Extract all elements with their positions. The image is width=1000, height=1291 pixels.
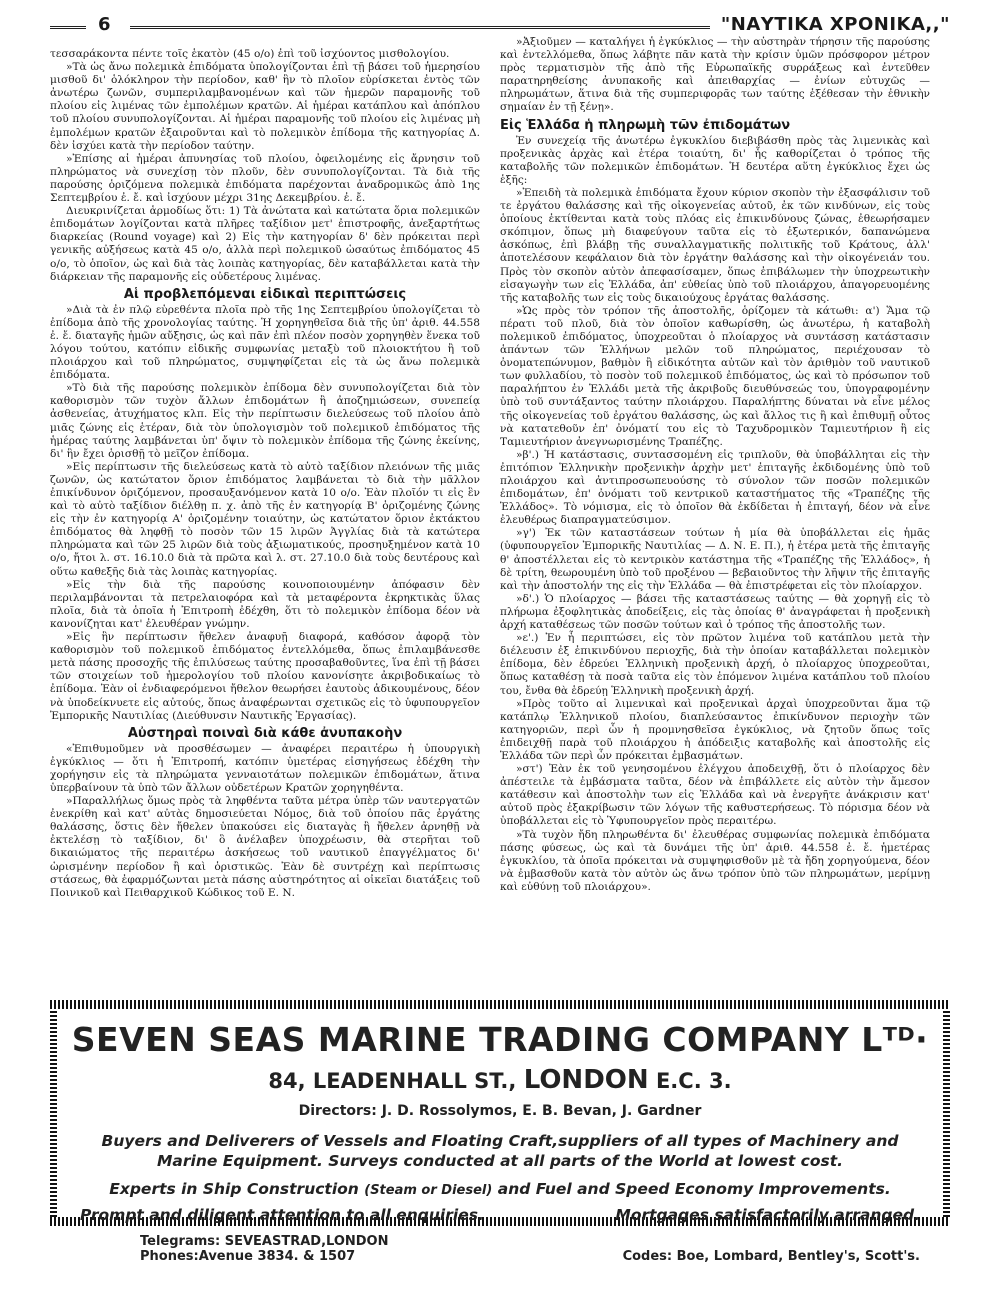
ad-district: E.C. 3. (655, 1069, 732, 1093)
paragraph: »Τὸ διὰ τῆς παρούσης πολεμικὸν ἐπίδομα δὲν συνυπολογίζεται διὰ τὸν καθορισμὸν τῶν τυχὸν ἄλλων ἐπιδομάτων ἢ ἀποζημιώσεων, συνεπείᾳ ἀσθενείας, ἀτυχήματος κλπ. Εἰς τὴν περίπτωσιν διελεύσεως τοῦ πλοίου ἀπὸ μιᾶς ζώνης εἰς ἑτέραν, διὰ τὸν ὑπολογισμὸν τοῦ πολεμικοῦ ἐπιδόματος τῆς ἡμέρας ταύτης λαμβάνεται ὑπ' ὄψιν τὸ πολεμικὸν ἐπίδομα τῆς ζώνης ἐκείνης, δι' ἣν ἔχει ὁρισθῇ τὸ μεῖζον ἐπίδομα. (50, 382, 480, 460)
page-number: 6 (98, 14, 111, 35)
right-column (500, 36, 930, 894)
ad-directors-label: Directors: (298, 1103, 377, 1119)
ad-address (70, 1065, 930, 1095)
advertisement-box (50, 1000, 950, 1264)
section-heading: Αἱ προβλεπόμεναι εἰδικαὶ περιπτώσεις (123, 286, 407, 302)
paragraph: Διευκρινίζεται ἁρμοδίως ὅτι: 1) Τὰ ἀνώτατα καὶ κατώτατα ὅρια πολεμικῶν ἐπιδομάτων λογίζονται κατὰ πλῆρες ταξίδιον μετ' ἐπιστροφῆς, ἀνεξαρτήτως διαρκείας (Round voyage) καὶ 2) Εἰς τὴν κατηγορίαν δ' δὲν πρόκειται περὶ γενικῆς αὐξήσεως κατὰ 45 ο/ο, ἀλλὰ περὶ πολεμικοῦ ὡσαύτως ἐπιδόματος 45 ο/ο, τὸ ὁποῖον, ὡς καὶ διὰ τὰς λοιπὰς κατηγορίας, δὲν καταβάλλεται κατὰ τὴν διάρκειαν τῆς παραμονῆς εἰς οὐδετέρους λιμένας. (50, 205, 480, 283)
publication-title: "ΝΑΥΤΙΚΑ ΧΡΟΝΙΚΑ,," (720, 14, 950, 35)
paragraph: »δ'.) Ὁ πλοίαρχος — βάσει τῆς καταστάσεως ταύτης — θὰ χορηγῇ εἰς τὸ πλήρωμα ἐξοφλητικὰς ἀποδείξεις, εἰς τὰς ὁποίας θ' ἀναγράφεται ἡ προξενικὴ ἀρχή καταθέσεως τῶν ποσῶν τούτων καὶ ὁ τρόπος τῆς ἀποστολῆς των. (500, 592, 930, 632)
ad-mortgages: Mortgages satisfactorily arranged. (615, 1206, 920, 1224)
ad-description: Buyers and Deliverers of Vessels and Floating Craft,suppliers of all types of Machinery and Marine Equipment. Surveys conducted at all parts of the World at lowest cost. (101, 1132, 899, 1170)
ad-telegrams: Telegrams: SEVEASTRAD,LONDON (140, 1234, 389, 1249)
header-rule-left (50, 26, 86, 29)
section-heading: Εἰς Ἑλλάδα ἡ πληρωμὴ τῶν ἐπιδομάτων (500, 117, 791, 133)
ad-phones: Phones:Avenue 3834. & 1507 (140, 1249, 356, 1264)
section-heading: Αὐστηραὶ ποιναὶ διὰ κάθε ἀνυπακοὴν (127, 725, 403, 741)
paragraph: »στ') Ἐὰν ἐκ τοῦ γενησομένου ἐλέγχου ἀποδειχθῇ, ὅτι ὁ πλοίαρχος δὲν ἀπέστειλε τὰ ἐμβάσματα ταῦτα, δέον νὰ ἐπιβάλλετε εἰς αὐτὸν τὴν ἄμεσον κατάθεσιν καὶ ἀποστολὴν των εἰς Ἑλλάδα καὶ νὰ ἐνεργῆτε ἀνάκρισιν κατ' αὐτοῦ πρὸς ἐξακρίβωσιν τῶν λόγων τῆς καθυστερήσεως. Τὸ πόρισμα δέον νὰ ὑποβάλλεται εἰς τὸ Ὑφυπουργεῖον πρὸς περαιτέρω. (500, 763, 930, 828)
paragraph: »Εἰς τὴν διὰ τῆς παρούσης κοινοποιουμένην ἀπόφασιν δὲν περιλαμβάνονται τὰ πετρελαιοφόρα καὶ τὰ μεταφέροντα ἐκρηκτικὰς ὕλας πλοῖα, διὰ τὰ ὁποῖα ἡ Ἐπιτροπὴ ἐδέχθη, ὅτι τὸ πολεμικὸν ἐπίδομα δέον νὰ κανονίζηται κατ' ἐλευθέραν γνώμην. (50, 578, 480, 630)
paragraph: »Τὰ τυχὸν ἤδη πληρωθέντα δι' ἐλευθέρας συμφωνίας πολεμικὰ ἐπιδόματα πάσης φύσεως, ὡς καὶ τὰ δυνάμει τῆς ὑπ' ἀριθ. 44.558 ἐ. ἔ. ἡμετέρας ἐγκυκλίου, τὰ ὁποῖα πρόκειται νὰ συμψηφισθοῦν μὲ τὰ ἤδη χορηγούμενα, δέον νὰ ἐμβασθοῦν κατὰ τὸν αὐτὸν ὡς ἄνω τρόπον ὑπὸ τῶν πληρωμάτων, μερίμνῃ καὶ εὐθύνῃ τοῦ πλοιάρχου». (500, 828, 930, 893)
paragraph: »Ἐπίσης αἱ ἡμέραι ἀπυνησίας τοῦ πλοίου, ὀφειλομένης εἰς ἄρνησιν τοῦ πληρώματος νὰ συνεχίσῃ τὸν πλοῦν, δὲν συνυπολογίζονται. Τὰ διὰ τῆς παρούσης ὁριζόμενα πολεμικὰ ἐπιδόματα παρέχονται ἀναδρομικῶς ἀπὸ 1ης Σεπτεμβρίου ἐ. ἔ. καὶ ἰσχύουν μέχρι 31ης Δεκεμβρίου. ἐ. ἔ. (50, 152, 480, 205)
ad-directors (70, 1103, 930, 1119)
ad-prompt: Prompt and diligent attention to all enquiries. (80, 1206, 484, 1224)
paragraph: »Ἐπειδὴ τὰ πολεμικὰ ἐπιδόματα ἔχουν κύριον σκοπὸν τὴν ἐξασφάλισιν τοῦ τε ἐργάτου θαλάσσης καὶ τῆς οἰκογενείας αὐτοῦ, ἐκ τῶν κινδύνων, εἰς τοὺς ὁποίους ἐκτίθενται κατὰ τοὺς πλόας εἰς ἐπικινδύνους ζώνας, ἐθεωρήσαμεν σκόπιμον, ὅπως μὴ διαφεύγουν ταῦτα εἰς τὸ ἐξωτερικόν, δαπανώμενα ἀσκόπως, ἐπὶ βλάβῃ τῆς συναλλαγματικῆς πολιτικῆς τοῦ Κράτους, ἀλλ' ἀποτελέσουν κεφάλαιον διὰ τὸν ἐργάτην θαλάσσης καὶ τὴν οἰκογένειάν του. Πρὸς τὸν σκοπὸν αὐτὸν ἀπεφασίσαμεν, ὅπως ἐπιβάλωμεν τὴν ὑποχρεωτικὴν εἰσαγωγὴν των εἰς Ἑλλάδα, ἀπ' εὐθείας ὑπὸ τοῦ πλοιάρχου, ἀπαγορευομένης τῆς καταβολῆς των εἰς τοὺς δικαιούχους ἐργάτας θαλάσσης. (500, 186, 930, 304)
ad-content (70, 1014, 930, 1264)
ad-company-name: SEVEN SEAS MARINE TRADING COMPANY Lᵀᴰ· (71, 1020, 929, 1059)
ad-codes: Codes: Boe, Lombard, Bentley's, Scott's. (622, 1249, 920, 1264)
ad-city: LONDON (523, 1065, 649, 1095)
left-column (50, 48, 480, 900)
ad-border-top (50, 1000, 950, 1009)
paragraph: »Πρὸς τοῦτο αἱ λιμενικαὶ καὶ προξενικαὶ ἀρχαὶ ὑποχρεοῦνται ἅμα τῷ κατάπλῳ Ἑλληνικοῦ πλοίου, διαπλεύσαντος ἐπικίνδυνον περιοχὴν τῶν κατηγοριῶν, περὶ ὧν ἡ προμνησθεῖσα ἐγκύκλιος, νὰ ζητοῦν ὅπως τοῖς ἐπιδειχθῇ παρὰ τοῦ πλοιάρχου ἡ ἀπόδειξις καταβολῆς καὶ ἀποστολῆς εἰς Ἑλλάδα τῶν περὶ ὧν πρόκειται ἐμβασμάτων. (500, 697, 930, 762)
ad-border-right (943, 1009, 950, 1217)
paragraph: »Ἀξιοῦμεν — καταλήγει ἡ ἐγκύκλιος — τὴν αὐστηρὰν τήρησιν τῆς παρούσης καὶ ἐντελλόμεθα, ὅπως λάβητε πᾶν κατὰ τὴν κρίσιν ὑμῶν πρόσφορον μέτρον πρὸς τερματισμὸν τῆς ἀπὸ τῆς Εὐρωπαϊκῆς συρράξεως καὶ ἐντεῦθεν παρατηρηθείσης ἀνυπακοῆς καὶ ἀπειθαρχίας — ἐνίων εὐτυχῶς — πληρωμάτων, ἅτινα διὰ τῆς συμπεριφορᾶς των ταύτης ἐξέθεσαν τὴν ἐθνικὴν σημαίαν ἐν τῇ ξένῃ». (500, 36, 930, 114)
paragraph: »Ὡς πρὸς τὸν τρόπον τῆς ἀποστολῆς, ὁρίζομεν τὰ κάτωθι: α') Ἅμα τῷ πέρατι τοῦ πλοῦ, διὰ τὸν ὁποῖον καθωρίσθη, ὡς ἀνωτέρω, ἡ καταβολὴ πολεμικοῦ ἐπιδόματος, ὑποχρεοῦται ὁ πλοίαρχος νὰ συντάσσῃ κατάστασιν ἁπάντων τῶν Ἑλλήνων μελῶν τοῦ πληρώματος, περιέχουσαν τὸ ὀνοματεπώνυμον, βαθμὸν ἢ εἰδικότητα αὐτῶν καὶ τὸν ἀριθμὸν τοῦ ναυτικοῦ των φυλλαδίου, τὸ ποσὸν τοῦ πολεμικοῦ ἐπιδόματος, ὡς καὶ τὸ πρόσωπον τοῦ παραλήπτου ἐν Ἑλλάδι μετὰ τῆς ἀκριβοῦς διευθύνσεώς του, ὑπογραφομένην ὑπὸ τοῦ συντάξαντος ταύτην πλοιάρχου. Παραλήπτης δύναται νὰ εἶνε μέλος τῆς οἰκογενείας τοῦ ἐργάτου θαλάσσης, ὡς καὶ ἄλλος τις ἢ καὶ ἐπιθυμῇ οὗτος νὰ κατατεθοῦν ἐπ' ὀνόματί του εἰς τὸ Ταχυδρομικὸν Ταμιευτήριον ἢ εἰς Ταμιευτήριον ἀνεγνωρισμένης Τραπέζης. (500, 304, 930, 448)
paragraph: τεσσαράκοντα πέντε τοῖς ἑκατὸν (45 ο/ο) ἐπὶ τοῦ ἰσχύοντος μισθολογίου. (50, 48, 450, 60)
paragraph: »Παραλλήλως ὅμως πρὸς τὰ ληφθέντα ταῦτα μέτρα ὑπὲρ τῶν ναυτεργατῶν ἐνεκρίθη καὶ κατ' αὐτὰς δημοσιεύεται Νόμος, διὰ τοῦ ὁποίου πᾶς ἐργάτης θαλάσσης, ὅστις δὲν ἤθελεν ὑπακούσει εἰς διαταγὰς ἢ ἤθελεν ἀρνηθῇ νὰ ἐκτελέσῃ τὸ ταξίδιον, δι' ὃ ἀνέλαβεν ὑποχρέωσιν, θὰ στερῆται τοῦ δικαιώματος τῆς περαιτέρω ἀσκήσεως τοῦ ναυτικοῦ ἐπαγγέλματος δι' ὡρισμένην περίοδον ἢ καὶ ὁριστικῶς. Ἐὰν δὲ συντρέχῃ καὶ περίπτωσις στάσεως, θὰ ἐφαρμόζωνται μετὰ πάσης αὐστηρότητος αἱ οἰκεῖαι διατάξεις τοῦ Ποινικοῦ καὶ Πειθαρχικοῦ Κώδικος τοῦ Ε. Ν. (50, 795, 480, 899)
paragraph: »β'.) Ἡ κατάστασις, συντασσομένη εἰς τριπλοῦν, θὰ ὑποβάλληται εἰς τὴν ἐπιτόπιον Ἑλληνικὴν προξενικὴν ἀρχὴν μετ' ἐπιταγῆς ἐκδιδομένης ὑπὸ τοῦ πλοιάρχου καὶ ἀντιπροσωπευούσης τὸ σύνολον τῶν ποσῶν πολεμικῶν ἐπιδομάτων, ἐπ' ὀνόματι τοῦ κεντρικοῦ καταστήματος τῆς «Τραπέζης τῆς Ἑλλάδος». Τὸ νόμισμα, εἰς τὸ ὁποῖον θὰ ἐκδίδεται ἡ ἐπιταγή, δέον νὰ εἶνε ἐλευθέρως διαπραγματεύσιμον. (500, 448, 930, 527)
paragraph: »Εἰς περίπτωσιν τῆς διελεύσεως κατὰ τὸ αὐτὸ ταξίδιον πλειόνων τῆς μιᾶς ζωνῶν, ὡς κατώτατον ὅριον ἐπιδόματος λαμβάνεται τὸ διὰ τὴν μᾶλλον ἐπικίνδυνον ὁριζόμενον, προσαυξανόμενον κατὰ 10 ο/ο. Ἐὰν πλοῖόν τι εἰς ἓν καὶ τὸ αὐτὸ ταξίδιον διέλθῃ π. χ. ἀπὸ τῆς ἐν κατηγορίᾳ Β' ὁριζομένης ζώνης εἰς τὴν ἐν κατηγορίᾳ Α' ὁριζομένην τοιαύτην, ὡς κατώτατον ὅριον ἐκτάκτου ἐπιδόματος θὰ ληφθῇ τὸ ποσὸν τῶν 15 λιρῶν Ἀγγλίας διὰ τὰ κατώτερα πληρώματα καὶ τῶν 25 λιρῶν διὰ τοὺς ἀξιωματικούς, προσηυξημένον κατὰ 10 ο/ο, ἤτοι λ. στ. 16.10.0 διὰ τὰ πρῶτα καὶ λ. στ. 27.10.0 διὰ τοὺς δευτέρους καὶ οὕτω καθεξῆς διὰ τὰς λοιπὰς κατηγορίας. (50, 460, 480, 578)
header-rule-middle (130, 26, 710, 29)
ad-border-left (50, 1009, 57, 1217)
ad-experts (70, 1180, 930, 1198)
paragraph: »ε'.) Ἐν ἧ περιπτώσει, εἰς τὸν πρῶτον λιμένα τοῦ κατάπλου μετὰ τὴν διέλευσιν ἐξ ἐπικινδύνου περιοχῆς, διὰ τὴν ὁποίαν καταβάλλεται πολεμικὸν ἐπίδομα, δὲν ἐδρεύει Ἑλληνικὴ προξενικὴ ἀρχή, ὁ πλοίαρχος ὑποχρεοῦται, ὅπως καταθέσῃ τὰ ποσὰ ταῦτα εἰς τὸν ἑπόμενον λιμένα κατάπλου τοῦ πλοίου του, ἔνθα θὰ ἑδρεύῃ Ἑλληνικὴ προξενικὴ ἀρχή. (500, 632, 930, 697)
ad-directors-names: J. D. Rossolymos, E. B. Bevan, J. Gardner (381, 1103, 702, 1119)
ad-experts-a: Experts in Ship Construction (109, 1180, 359, 1198)
ad-experts-c: and Fuel and Speed Economy Improvements. (497, 1180, 891, 1198)
paragraph: »Εἰς ἣν περίπτωσιν ἤθελεν ἀναφυῇ διαφορά, καθόσον ἀφορᾷ τὸν καθορισμὸν τοῦ πολεμικοῦ ἐπιδόματος ἐντελλόμεθα, ὅπως ἐπιλαμβάνεσθε μετὰ πάσης προσοχῆς τῆς ἐπιλύσεως ταύτης προσαβαθοῦντες, ἵνα ἐπὶ τῇ βάσει τῶν στοιχείων τοῦ ἡμερολογίου τοῦ πλοίου κανονίσητε ἀκριβοδικαίως τὸ ἐπίδομα. Ἐὰν οἱ ἐνδιαφερόμενοι ἤθελον θεωρήσει ἑαυτοὺς ἀδικουμένους, δέον νὰ ὑποδείκνυετε εἰς αὐτούς, ὅπως ἀναφέρωνται σχετικῶς εἰς τὸ ὑφυπουργεῖον Ἐμπορικῆς Ναυτιλίας (Διεύθυνσιν Ναυτικῆς Ἐργασίας). (50, 631, 480, 722)
paragraph: »γ') Ἐκ τῶν καταστάσεων τούτων ἡ μία θὰ ὑποβάλλεται εἰς ἡμᾶς (ὑφυπουργεῖον Ἐμπορικῆς Ναυτιλίας — Δ. Ν. Ε. Π.), ἡ ἑτέρα μετὰ τῆς ἐπιταγῆς θ' ἀποστέλλεται εἰς τὸ κεντρικὸν κατάστημα τῆς «Τραπέζης τῆς Ἑλλάδος», ἡ δὲ τρίτη, θεωρουμένη ὑπὸ τοῦ προξένου — βεβαιοῦντος τὴν λῆψιν τῆς ἐπιταγῆς καὶ τὴν ἀποστολήν της εἰς τὴν Ἑλλάδα — θὰ ἐπιστρέφεται εἰς τὸν πλοίαρχον. (500, 527, 930, 592)
ad-contacts (140, 1234, 920, 1264)
ad-service-line (80, 1206, 920, 1224)
ad-telegraph-phone (140, 1234, 388, 1264)
ad-experts-b: (Steam or Diesel) (364, 1183, 493, 1198)
paragraph: »Διὰ τὰ ἐν πλῷ εὑρεθέντα πλοῖα πρὸ τῆς 1ης Σεπτεμβρίου ὑπολογίζεται τὸ ἐπίδομα ἀπὸ τῆς χρονολογίας ταύτης. Ἡ χορηγηθεῖσα διὰ τῆς ὑπ' ἀριθ. 44.558 ἐ. ἔ. διαταγῆς ἡμῶν αὔξησις, ὡς καὶ πᾶν ἐπὶ πλέον ποσὸν χορηγηθὲν ἕνεκα τοῦ λόγου τούτου, κατόπιν εἰδικῆς συμφωνίας μεταξὺ τοῦ πλοιοκτήτου ἢ τοῦ πλοιάρχου καὶ τοῦ πληρώματος, συμψηφίζεται εἰς τὰ ὡς ἄνω πολεμικὰ ἐπιδόματα. (50, 303, 480, 382)
paragraph: «Ἐπιθυμοῦμεν νὰ προσθέσωμεν — ἀναφέρει περαιτέρω ἡ ὑπουργικὴ ἐγκύκλιος — ὅτι ἡ Ἐπιτροπή, κατόπιν ὑμετέρας εἰσηγήσεως ἐδέχθη τὴν χορήγησιν εἰς τὰ πληρώματα γενναιοτάτων πολεμικῶν ἐπιδομάτων, ἅτινα ὑπερβαίνουν τὰ ὑπὸ τῶν ἄλλων οὐδετέρων Κρατῶν χορηγηθέντα. (50, 742, 480, 794)
paragraph: »Τὰ ὡς ἄνω πολεμικὰ ἐπιδόματα ὑπολογίζονται ἐπὶ τῇ βάσει τοῦ ἡμερησίου μισθοῦ δι' ὁλόκληρον τὴν περίοδον, καθ' ἣν τὸ πλοῖον εὑρίσκεται ἐντὸς τῶν ἀνωτέρω ζωνῶν, συμπεριλαμβανομένων καὶ τῶν ἡμερῶν παραμονῆς τοῦ πλοίου εἰς λιμένας τῶν ἐμπολέμων κρατῶν. Αἱ ἡμέραι κατάπλου καὶ ἀπόπλου τοῦ πλοίου συνυπολογίζονται. Αἱ ἡμέραι παραμονῆς τοῦ πλοίου εἰς λιμένας μὴ ἐμπολέμων κρατῶν ἐξαιροῦνται καὶ τὸ πολεμικὸν ἐπίδομα τῆς κατηγορίας Δ. δὲν ἰσχύει κατὰ τὴν περίοδον ταύτην. (50, 61, 480, 152)
ad-street: 84, LEADENHALL ST., (268, 1069, 517, 1093)
paragraph: Ἐν συνεχείᾳ τῆς ἀνωτέρω ἐγκυκλίου διεβιβάσθη πρὸς τὰς λιμενικὰς καὶ προξενικὰς ἀρχὰς καὶ ἑτέρα τοιαύτη, δι' ἧς καθορίζεται ὁ τρόπος τῆς καταβολῆς τῶν πολεμικῶν ἐπιδομάτων. Ἡ δευτέρα αὕτη ἐγκύκλιος ἔχει ὡς ἑξῆς: (500, 134, 930, 186)
